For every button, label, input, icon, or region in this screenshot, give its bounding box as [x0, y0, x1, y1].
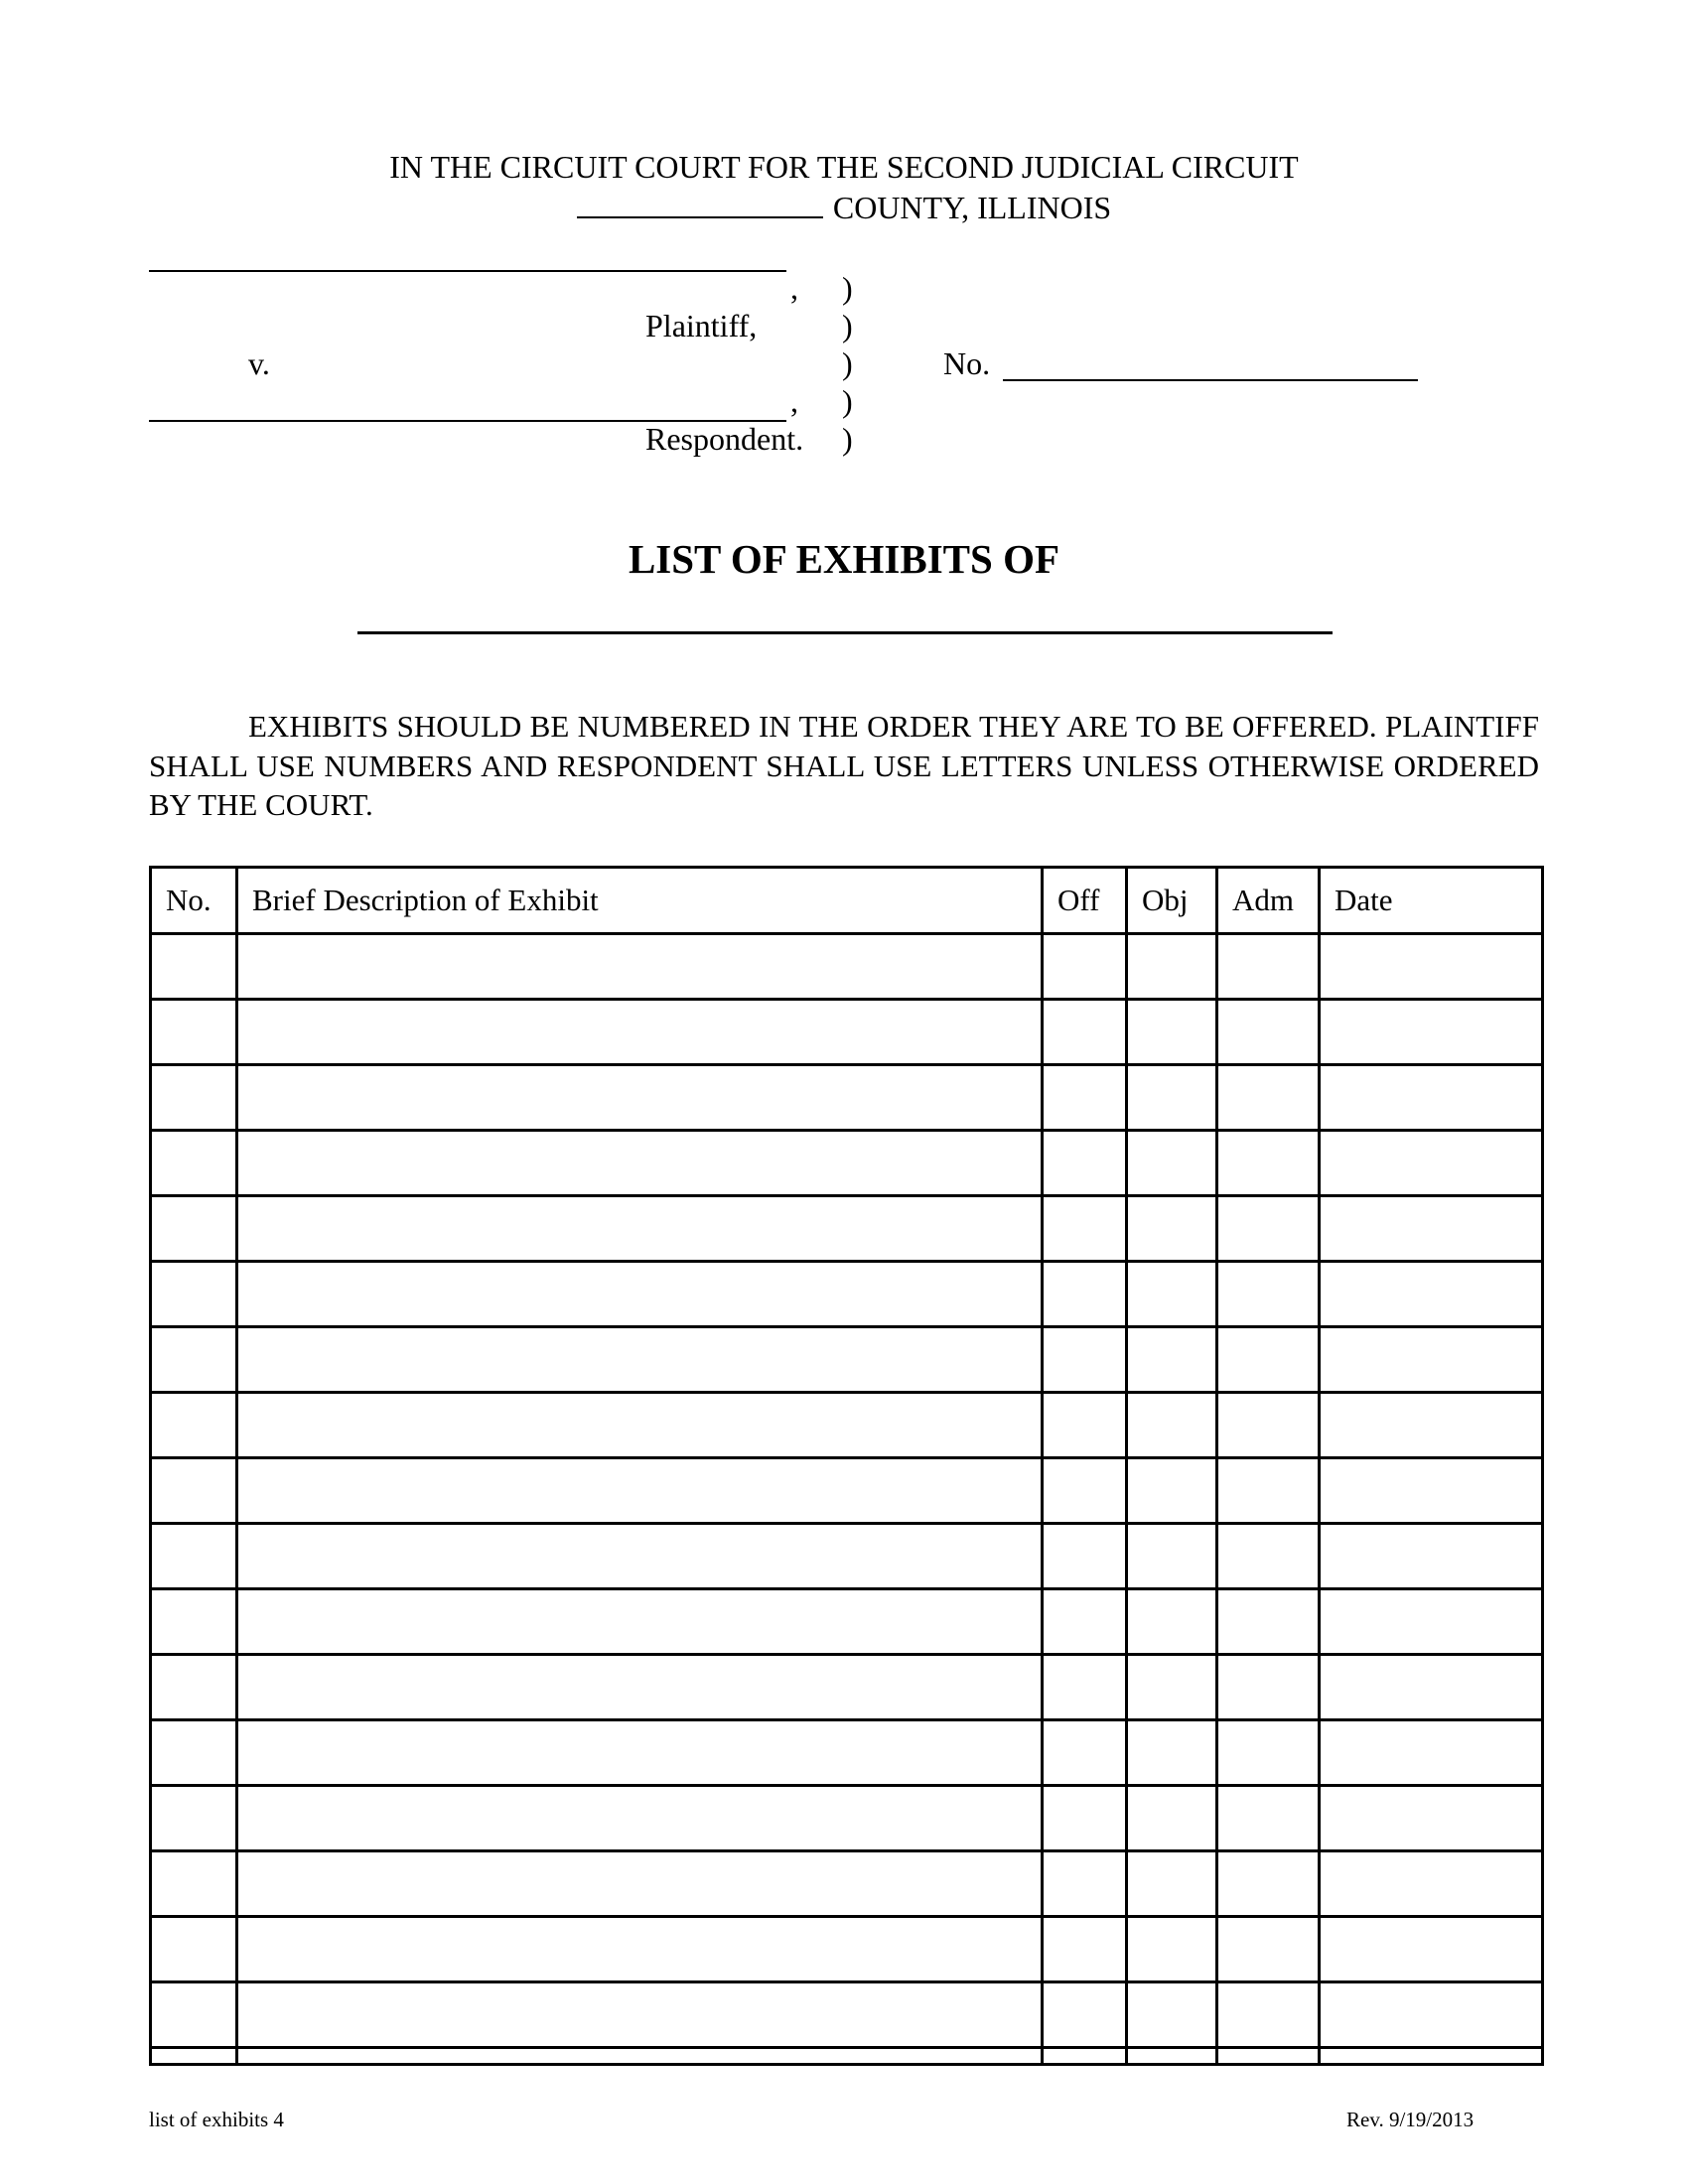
table-row [151, 2048, 1543, 2065]
exhibit-date-cell[interactable] [1320, 1131, 1543, 1196]
respondent-label: Respondent. [645, 421, 804, 457]
exhibit-obj-cell[interactable] [1127, 1393, 1217, 1458]
exhibit-off-cell[interactable] [1043, 1982, 1127, 2048]
instructions-paragraph: EXHIBITS SHOULD BE NUMBERED IN THE ORDER THEY ARE TO BE OFFERED. PLAINTIFF SHALL USE NUMBERS AND RESPONDENT SHALL USE LETTERS UNLESS OTHERWISE ORDERED BY THE COURT. [149, 709, 1539, 822]
exhibit-adm-cell[interactable] [1217, 1393, 1320, 1458]
exhibit-description-cell[interactable] [237, 1327, 1043, 1393]
exhibit-obj-cell[interactable] [1127, 1655, 1217, 1720]
exhibit-adm-cell[interactable] [1217, 1065, 1320, 1131]
exhibit-date-cell[interactable] [1320, 1851, 1543, 1917]
exhibit-adm-cell[interactable] [1217, 934, 1320, 1000]
caption-paren: ) [842, 421, 853, 457]
exhibit-description-cell[interactable] [237, 1262, 1043, 1327]
exhibit-obj-cell[interactable] [1127, 1327, 1217, 1393]
caption-paren: ) [842, 383, 853, 419]
county-name-field[interactable] [577, 187, 823, 218]
exhibit-date-cell[interactable] [1320, 1327, 1543, 1393]
exhibit-off-cell[interactable] [1043, 1327, 1127, 1393]
exhibit-off-cell[interactable] [1043, 1917, 1127, 1982]
case-number-label: No. [943, 345, 991, 381]
exhibit-obj-cell[interactable] [1127, 1524, 1217, 1589]
exhibit-obj-cell[interactable] [1127, 1065, 1217, 1131]
column-header-no: No. [151, 868, 237, 934]
exhibit-no-cell[interactable] [151, 1327, 237, 1393]
caption-paren: ) [842, 308, 853, 343]
exhibit-date-cell[interactable] [1320, 1917, 1543, 1982]
exhibit-adm-cell [1217, 2048, 1320, 2065]
exhibit-off-cell[interactable] [1043, 1065, 1127, 1131]
table-row [151, 1131, 1543, 1196]
table-row [151, 1982, 1543, 2048]
exhibit-date-cell[interactable] [1320, 1065, 1543, 1131]
county-label: COUNTY, ILLINOIS [832, 190, 1112, 225]
exhibit-description-cell[interactable] [237, 1786, 1043, 1851]
table-row [151, 1393, 1543, 1458]
exhibit-description-cell[interactable] [237, 1524, 1043, 1589]
table-row [151, 1000, 1543, 1065]
exhibit-description-cell[interactable] [237, 1065, 1043, 1131]
exhibit-adm-cell[interactable] [1217, 1786, 1320, 1851]
exhibit-no-cell[interactable] [151, 1000, 237, 1065]
exhibit-obj-cell[interactable] [1127, 1982, 1217, 2048]
exhibit-off-cell[interactable] [1043, 1000, 1127, 1065]
exhibit-obj-cell[interactable] [1127, 1851, 1217, 1917]
exhibit-description-cell[interactable] [237, 1131, 1043, 1196]
exhibit-description-cell[interactable] [237, 1982, 1043, 2048]
exhibit-no-cell[interactable] [151, 934, 237, 1000]
exhibit-adm-cell[interactable] [1217, 1917, 1320, 1982]
exhibit-off-cell[interactable] [1043, 1458, 1127, 1524]
plaintiff-comma: , [790, 270, 798, 306]
exhibit-no-cell[interactable] [151, 1131, 237, 1196]
exhibit-obj-cell[interactable] [1127, 1720, 1217, 1786]
revision-date: Rev. 9/19/2013 [1346, 2108, 1475, 2131]
plaintiff-label: Plaintiff, [645, 308, 758, 343]
exhibit-adm-cell[interactable] [1217, 1458, 1320, 1524]
table-row [151, 1655, 1543, 1720]
exhibit-obj-cell[interactable] [1127, 1131, 1217, 1196]
exhibit-adm-cell[interactable] [1217, 1131, 1320, 1196]
exhibit-description-cell[interactable] [237, 1655, 1043, 1720]
exhibit-date-cell[interactable] [1320, 1458, 1543, 1524]
table-row [151, 1720, 1543, 1786]
exhibit-obj-cell[interactable] [1127, 1458, 1217, 1524]
exhibit-description-cell[interactable] [237, 1458, 1043, 1524]
court-heading: IN THE CIRCUIT COURT FOR THE SECOND JUDICIAL CIRCUIT [389, 149, 1299, 185]
exhibit-adm-cell[interactable] [1217, 1720, 1320, 1786]
column-header-off: Off [1043, 868, 1127, 934]
exhibit-off-cell[interactable] [1043, 1720, 1127, 1786]
column-header-obj: Obj [1127, 868, 1217, 934]
table-row [151, 1851, 1543, 1917]
caption-paren: ) [842, 270, 853, 306]
exhibit-no-cell[interactable] [151, 1262, 237, 1327]
exhibit-date-cell[interactable] [1320, 1786, 1543, 1851]
exhibit-date-cell[interactable] [1320, 1655, 1543, 1720]
exhibit-off-cell[interactable] [1043, 1655, 1127, 1720]
exhibit-description-cell[interactable] [237, 1589, 1043, 1655]
exhibit-adm-cell[interactable] [1217, 1524, 1320, 1589]
exhibit-no-cell[interactable] [151, 1655, 237, 1720]
plaintiff-name-field[interactable] [149, 270, 786, 272]
exhibit-no-cell[interactable] [151, 1720, 237, 1786]
form-name: list of exhibits 4 [149, 2108, 284, 2131]
exhibit-adm-cell[interactable] [1217, 1262, 1320, 1327]
exhibit-date-cell[interactable] [1320, 1262, 1543, 1327]
exhibit-description-cell[interactable] [237, 1393, 1043, 1458]
exhibit-obj-cell[interactable] [1127, 1786, 1217, 1851]
column-header-description: Brief Description of Exhibit [237, 868, 1043, 934]
exhibit-no-cell[interactable] [151, 1786, 237, 1851]
document-title: LIST OF EXHIBITS OF [628, 536, 1060, 582]
exhibit-adm-cell[interactable] [1217, 1196, 1320, 1262]
exhibit-date-cell[interactable] [1320, 1524, 1543, 1589]
exhibit-date-cell[interactable] [1320, 1196, 1543, 1262]
table-row [151, 1196, 1543, 1262]
exhibit-description-cell[interactable] [237, 1000, 1043, 1065]
exhibit-no-cell[interactable] [151, 1851, 237, 1917]
exhibit-obj-cell[interactable] [1127, 934, 1217, 1000]
table-row [151, 1327, 1543, 1393]
exhibit-description-cell[interactable] [237, 1917, 1043, 1982]
exhibit-off-cell[interactable] [1043, 1196, 1127, 1262]
exhibit-adm-cell[interactable] [1217, 1000, 1320, 1065]
exhibit-adm-cell[interactable] [1217, 1655, 1320, 1720]
exhibit-description-cell [237, 2048, 1043, 2065]
exhibit-description-cell[interactable] [237, 1851, 1043, 1917]
table-row [151, 1917, 1543, 1982]
exhibits-table [149, 866, 1544, 2066]
exhibit-no-cell[interactable] [151, 1065, 237, 1131]
exhibit-no-cell[interactable] [151, 1917, 237, 1982]
case-number-field[interactable] [1003, 379, 1418, 381]
exhibit-rows [151, 934, 1543, 2065]
exhibit-description-cell[interactable] [237, 1196, 1043, 1262]
party-name-field[interactable] [357, 631, 1333, 634]
exhibit-adm-cell[interactable] [1217, 1589, 1320, 1655]
exhibit-obj-cell[interactable] [1127, 1262, 1217, 1327]
exhibit-off-cell[interactable] [1043, 1851, 1127, 1917]
table-row [151, 1458, 1543, 1524]
table-row [151, 1065, 1543, 1131]
exhibit-obj-cell [1127, 2048, 1217, 2065]
column-header-date: Date [1320, 868, 1543, 934]
exhibit-adm-cell[interactable] [1217, 1327, 1320, 1393]
exhibit-obj-cell[interactable] [1127, 1000, 1217, 1065]
table-row [151, 1786, 1543, 1851]
exhibit-no-cell[interactable] [151, 1393, 237, 1458]
exhibit-off-cell[interactable] [1043, 1393, 1127, 1458]
respondent-comma: , [790, 383, 798, 419]
exhibit-date-cell[interactable] [1320, 1589, 1543, 1655]
exhibit-off-cell[interactable] [1043, 1262, 1127, 1327]
exhibit-date-cell[interactable] [1320, 934, 1543, 1000]
exhibit-no-cell[interactable] [151, 1458, 237, 1524]
table-row [151, 1524, 1543, 1589]
county-heading [0, 187, 1688, 227]
exhibit-date-cell[interactable] [1320, 1982, 1543, 2048]
exhibit-off-cell[interactable] [1043, 934, 1127, 1000]
table-row [151, 1262, 1543, 1327]
exhibit-description-cell[interactable] [237, 934, 1043, 1000]
exhibit-adm-cell[interactable] [1217, 1982, 1320, 2048]
exhibit-no-cell[interactable] [151, 1982, 237, 2048]
exhibit-off-cell[interactable] [1043, 1589, 1127, 1655]
exhibit-off-cell[interactable] [1043, 1786, 1127, 1851]
exhibit-date-cell[interactable] [1320, 1393, 1543, 1458]
exhibit-obj-cell[interactable] [1127, 1196, 1217, 1262]
exhibit-off-cell[interactable] [1043, 1524, 1127, 1589]
exhibit-no-cell[interactable] [151, 1589, 237, 1655]
exhibit-no-cell[interactable] [151, 1524, 237, 1589]
exhibit-off-cell[interactable] [1043, 1131, 1127, 1196]
column-header-adm: Adm [1217, 868, 1320, 934]
exhibit-off-cell [1043, 2048, 1127, 2065]
exhibit-no-cell[interactable] [151, 1196, 237, 1262]
exhibit-no-cell [151, 2048, 237, 2065]
table-row [151, 934, 1543, 1000]
exhibit-date-cell[interactable] [1320, 1720, 1543, 1786]
table-row [151, 1589, 1543, 1655]
exhibit-date-cell[interactable] [1320, 1000, 1543, 1065]
caption-paren: ) [842, 345, 853, 381]
versus-label: v. [248, 345, 270, 381]
exhibit-adm-cell[interactable] [1217, 1851, 1320, 1917]
exhibit-obj-cell[interactable] [1127, 1917, 1217, 1982]
exhibit-date-cell [1320, 2048, 1543, 2065]
exhibit-obj-cell[interactable] [1127, 1589, 1217, 1655]
exhibit-description-cell[interactable] [237, 1720, 1043, 1786]
table-header-row [151, 868, 1543, 934]
